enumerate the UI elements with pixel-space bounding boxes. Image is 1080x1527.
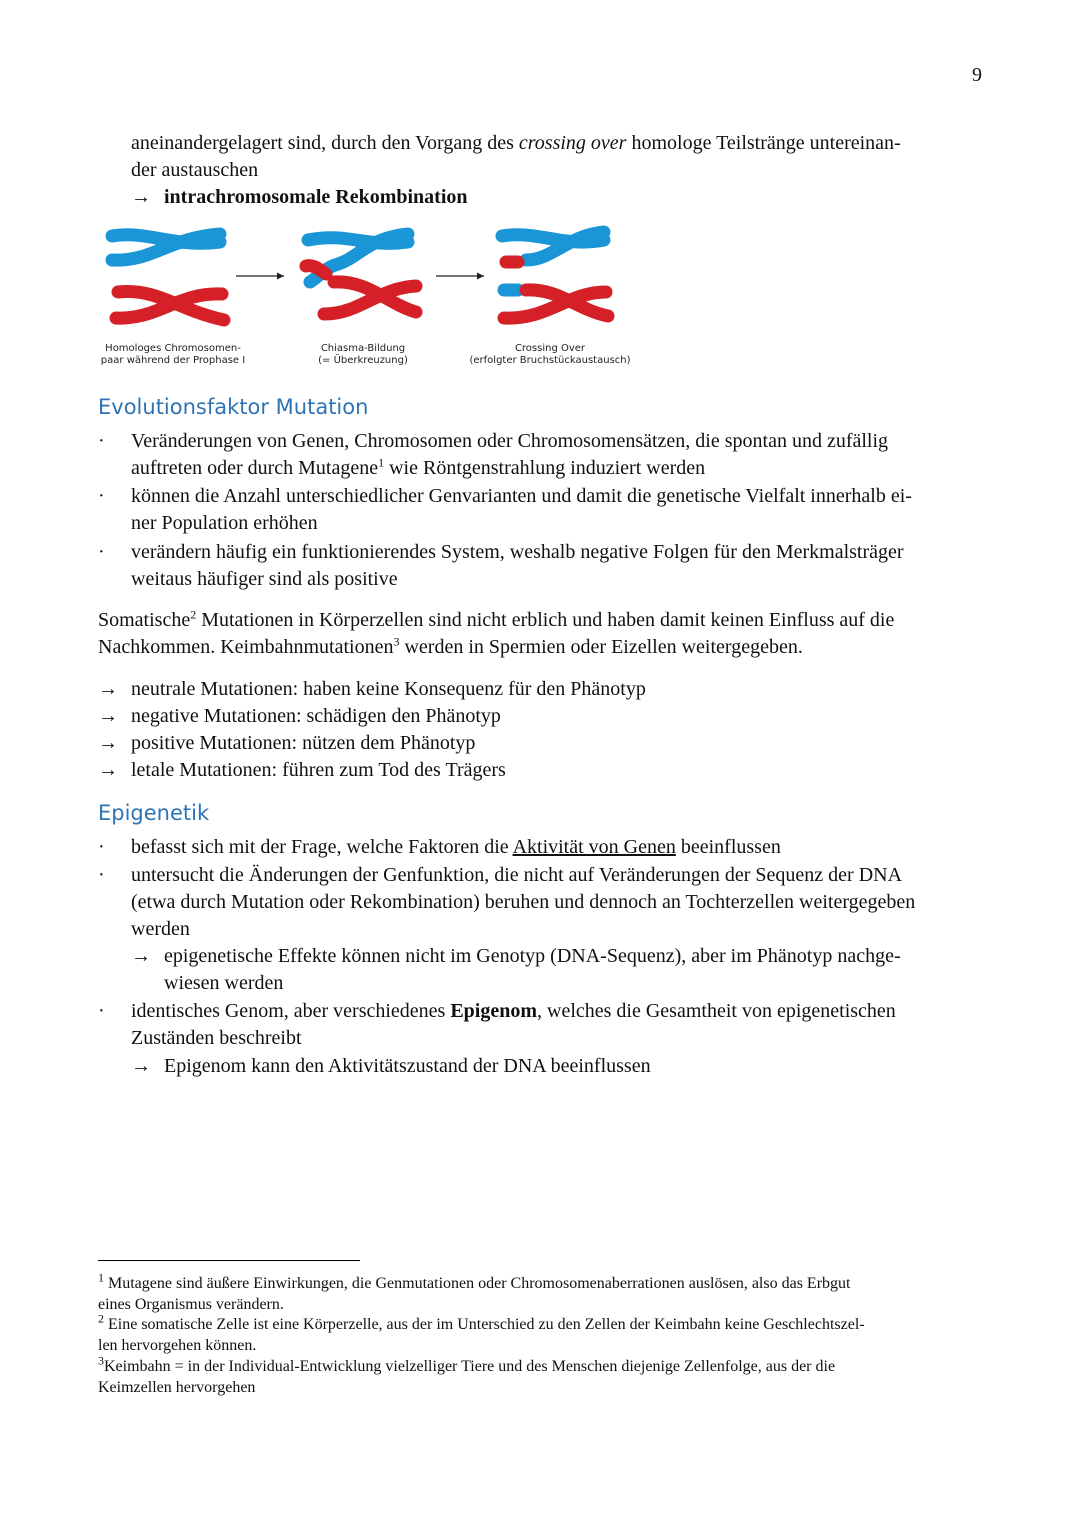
epigenetik-bullet-2: · untersucht die Änderungen der Genfunktion, die nicht auf Veränderungen der Sequenz der DNA (98, 864, 903, 886)
mutation-type-negative: → negative Mutationen: schädigen den Phänotyp (98, 703, 982, 730)
mutation-type-positive: → positive Mutationen: nützen dem Phänotyp (98, 730, 982, 757)
chromosome-pair-crossed-over (502, 232, 608, 318)
footnote-3: $^3$Keimbahn = in der Individual-Entwicklung vielzelliger Tiere und des Menschen diejenige Zellenfolge, aus der die Keimzellen hervorgehen (98, 1353, 836, 1396)
mutation-bullet-1-cont: auftreten oder durch Mutagene$^1$ wie Röntgenstrahlung induziert werden (131, 455, 706, 479)
mutation-bullet-2: · können die Anzahl unterschiedlicher Genvarianten und damit die genetische Vielfalt innerhalb ei- (98, 485, 912, 507)
epigenetik-bullet-3-cont: Zuständen beschreibt (131, 1027, 302, 1049)
heading-epigenetik: Epigenetik (98, 801, 210, 825)
epigenetik-bullet-1: · befasst sich mit der Frage, welche Faktoren die Aktivität von Genen beeinflussen (98, 836, 781, 858)
intro-line-1: aneinandergelagert sind, durch den Vorgang des crossing over homologe Teilstränge untereinan- (131, 132, 901, 154)
chromosome-pair-prophase (112, 234, 224, 320)
footnote-separator (98, 1260, 360, 1261)
epigenetik-sub-1: → epigenetische Effekte können nicht im Genotyp (DNA-Sequenz), aber im Phänotyp nachge- (98, 943, 982, 970)
epigenetik-bullet-2-cont: (etwa durch Mutation oder Rekombination) beruhen und dennoch an Tochterzellen weitergegeben (131, 891, 916, 913)
crossing-over-diagram (98, 218, 658, 338)
intro-line-2: der austauschen (131, 159, 259, 181)
caption-chiasma: Chiasma-Bildung (= Überkreuzung) (318, 343, 408, 366)
arrow-icon: → (131, 1055, 151, 1077)
caption-prophase: Homologes Chromosomen- paar während der Prophase I (100, 343, 246, 366)
chromosome-pair-chiasma (306, 234, 416, 314)
mutation-type-lethal: → letale Mutationen: führen zum Tod des Trägers (98, 757, 982, 784)
somatic-paragraph-line-1: Somatische$^2$ Mutationen in Körperzellen sind nicht erblich und haben damit keinen Einfluss auf die (98, 607, 895, 631)
mutation-bullet-2-cont: ner Population erhöhen (131, 512, 318, 534)
epigenetik-sub-1-cont: wiesen werden (164, 972, 284, 994)
mutation-bullet-1: · Veränderungen von Genen, Chromosomen oder Chromosomensätzen, die spontan und zufällig (98, 430, 889, 452)
mutation-type-neutral: → neutrale Mutationen: haben keine Konsequenz für den Phänotyp (98, 676, 982, 703)
arrow-icon: → (98, 705, 118, 727)
arrow-icon: → (98, 759, 118, 781)
arrow-icon: → (131, 945, 151, 967)
page-number: 9 (972, 64, 982, 86)
mutation-bullet-3: · verändern häufig ein funktionierendes System, weshalb negative Folgen für den Merkmalsträger (98, 541, 904, 563)
arrow-icon: → (98, 732, 118, 754)
intro-result: → intrachromosomale Rekombination (98, 184, 982, 211)
epigenetik-bullet-2-cont2: werden (131, 918, 190, 940)
epigenetik-sub-2: → Epigenom kann den Aktivitätszustand der DNA beeinflussen (98, 1053, 982, 1080)
footnote-2: $^2$ Eine somatische Zelle ist eine Körperzelle, aus der im Unterschied zu den Zellen der Keimbahn keine Geschlechtszel- len hervorgehen können. (98, 1311, 865, 1354)
epigenetik-bullet-3: · identisches Genom, aber verschiedenes Epigenom, welches die Gesamtheit von epigenetischen (98, 1000, 896, 1022)
caption-crossing-over: Crossing Over (erfolgter Bruchstückaustausch) (469, 343, 631, 366)
arrow-icon: → (98, 678, 118, 700)
heading-mutation: Evolutionsfaktor Mutation (98, 395, 369, 419)
arrow-icon: → (131, 186, 151, 208)
somatic-paragraph-line-2: Nachkommen. Keimbahnmutationen$^3$ werden in Spermien oder Eizellen weitergegeben. (98, 634, 803, 658)
footnote-1: $^1$ Mutagene sind äußere Einwirkungen, die Genmutationen oder Chromosomenaberrationen auslösen, also das Erbgut eines Organismus verändern. (98, 1270, 851, 1313)
mutation-bullet-3-cont: weitaus häufiger sind als positive (131, 568, 398, 590)
